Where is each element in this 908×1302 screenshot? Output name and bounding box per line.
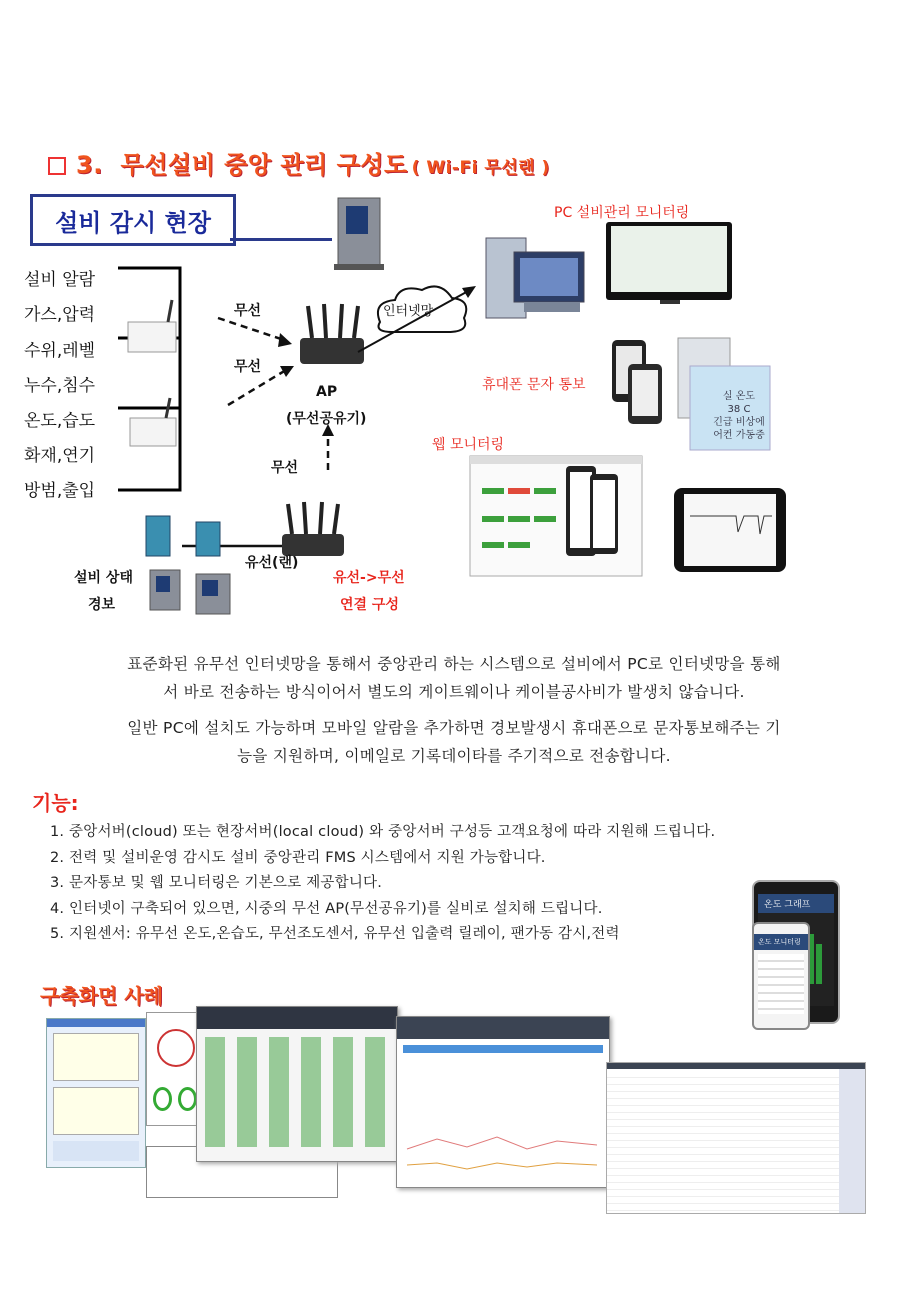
heading-sub: ( Wi-Fi 무선랜 ) bbox=[411, 158, 550, 178]
wireless-sensor-icon bbox=[128, 300, 176, 352]
case-screenshot-5 bbox=[396, 1016, 610, 1188]
ap-router-icon bbox=[300, 304, 364, 364]
machine-tool-icon bbox=[334, 198, 384, 270]
wired-to-wireless-label: 유선->무선 bbox=[333, 570, 405, 586]
equipment-item: 가스,압력 bbox=[24, 305, 96, 325]
feature-item: 5. 지원센서: 유무선 온도,온습도, 무선조도센서, 유무선 입출력 릴레이, 팬가동 감시,전력 bbox=[50, 926, 620, 942]
wireless-label: 무선 bbox=[234, 359, 262, 375]
section-heading bbox=[48, 145, 550, 180]
field-device-icon bbox=[146, 516, 230, 614]
web-monitoring-window bbox=[470, 456, 642, 576]
ap-label: AP bbox=[316, 384, 338, 400]
sms-notice-label: 휴대폰 문자 통보 bbox=[482, 377, 586, 393]
sms-card-text: 실 온도 38 C 긴급 비상에 어컨 가동중 bbox=[713, 391, 765, 441]
wired-to-wireless-label: 연결 구성 bbox=[340, 597, 399, 613]
feature-item: 2. 전력 및 설비운영 감시도 설비 중앙관리 FMS 시스템에서 지원 가능합니다. bbox=[50, 850, 546, 866]
equipment-item: 온도,습도 bbox=[24, 411, 96, 431]
web-monitoring-label: 웹 모니터링 bbox=[432, 437, 505, 453]
wireless-label: 무선 bbox=[271, 460, 299, 476]
wired-lan-label: 유선(랜) bbox=[245, 555, 299, 571]
case-screenshot-1 bbox=[46, 1018, 146, 1168]
architecture-diagram bbox=[0, 190, 908, 620]
phone-screen-subtitle: 온도 모니터링 bbox=[754, 934, 808, 950]
status-alarm-label: 설비 상태 bbox=[74, 570, 133, 586]
monitor-screen-icon bbox=[606, 222, 732, 304]
feature-item: 3. 문자통보 및 웹 모니터링은 기본으로 제공합니다. bbox=[50, 875, 383, 891]
intro-paragraph-2: 일반 PC에 설치도 가능하며 모바일 알람을 추가하면 경보발생시 휴대폰으로 문자통보해주는 기 능을 지원하며, 이메일로 기록데이타를 주기적으로 전송합니다. bbox=[127, 719, 781, 765]
site-label-box: 설비 감시 현장 bbox=[30, 194, 236, 246]
feature-item: 1. 중앙서버(cloud) 또는 현장서버(local cloud) 와 중앙서버 구성등 고객요청에 따라 지원해 드립니다. bbox=[50, 824, 716, 840]
intro-paragraph-1: 표준화된 유무선 인터넷망을 통해서 중앙관리 하는 시스템으로 설비에서 PC로 인터넷망을 통해 서 바로 전송하는 방식이어서 별도의 게이트웨이나 케이블공사비가 발생치 않습니다. bbox=[127, 655, 781, 701]
heading-main: 무선설비 중앙 관리 구성도 bbox=[120, 151, 408, 179]
equipment-item: 방범,출입 bbox=[24, 481, 96, 501]
mobile-phone-icon bbox=[612, 340, 662, 424]
feature-item: 4. 인터넷이 구축되어 있으면, 시중의 무선 AP(무선공유기)를 실비로 설치해 드립니다. bbox=[50, 901, 603, 917]
case-screenshot-4 bbox=[196, 1006, 398, 1162]
checkbox-bullet-icon bbox=[48, 157, 66, 175]
pc-computer-icon bbox=[486, 238, 584, 318]
mobile-phone-list bbox=[752, 922, 810, 1030]
case-title: 구축화면 사례 bbox=[40, 984, 163, 1008]
equipment-item: 설비 알람 bbox=[24, 270, 96, 290]
internet-label: 인터넷망 bbox=[383, 304, 434, 319]
equipment-item: 수위,레벨 bbox=[24, 341, 96, 361]
features-title: 기능: bbox=[32, 791, 79, 815]
case-screenshot-6 bbox=[606, 1062, 866, 1214]
pc-monitoring-label: PC 설비관리 모니터링 bbox=[554, 205, 690, 221]
equipment-item: 화재,연기 bbox=[24, 446, 96, 466]
equipment-item: 누수,침수 bbox=[24, 376, 96, 396]
wireless-label: 무선 bbox=[234, 303, 262, 319]
tablet-icon bbox=[674, 488, 786, 572]
lan-router-icon bbox=[282, 502, 344, 556]
phone-screen-title: 온도 그래프 bbox=[758, 894, 834, 913]
status-alarm-label: 경보 bbox=[88, 597, 116, 613]
wireless-sensor-icon bbox=[130, 398, 176, 446]
heading-number: 3. bbox=[76, 151, 103, 179]
ap-sub-label: (무선공유기) bbox=[286, 411, 367, 427]
